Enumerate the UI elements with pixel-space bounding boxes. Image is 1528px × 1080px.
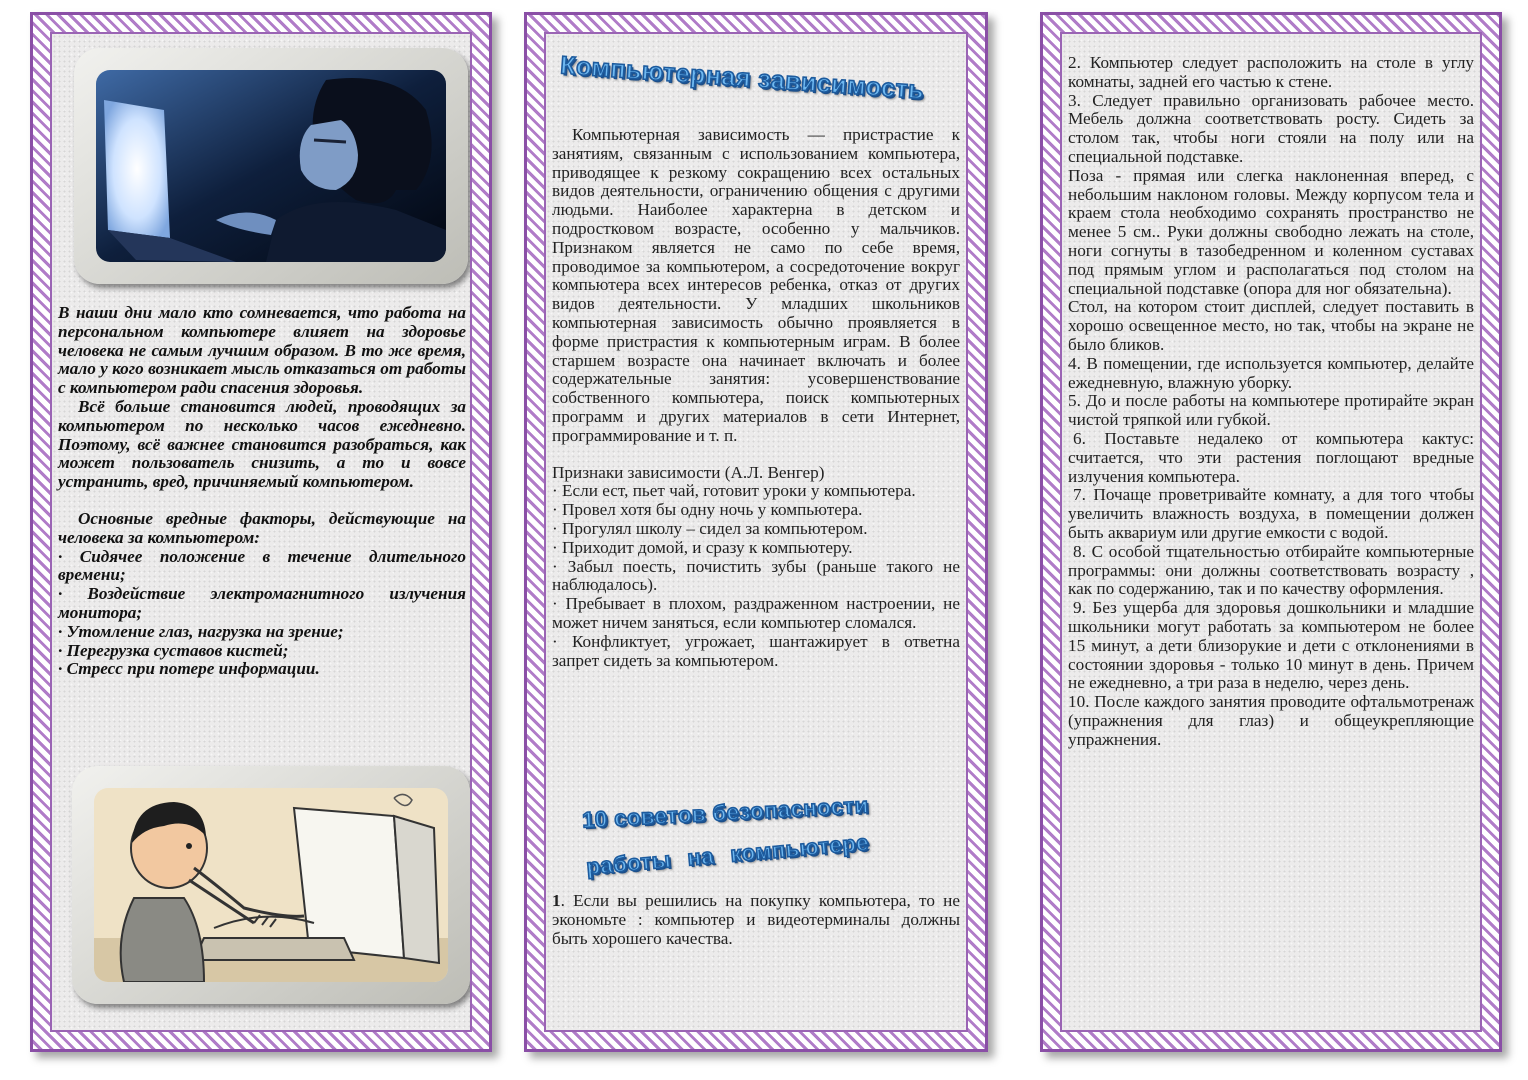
- tip-item: 6. Поставьте недалеко от компьютера кактус: считается, что эти растения поглощают вредные излучения компьютера.: [1068, 428, 1474, 486]
- dependency-title: Компьютерная зависимость: [559, 51, 926, 105]
- dependency-definition: Компьютерная зависимость — пристрастие к занятиям, связанным с использованием компьютера, приводящее к резкому сокращению всех остальных видов деятельности, ограничению общения с другими людьми. Наиболее характерна в детском и подростковом возрасте, особенно у мальчиков. Признаком является не само по себе время, проводимое за компьютером, а сосредоточение вокруг компьютера всех интересов ребенка, отказ от других видов деятельности. У младших школьников компьютерная зависимость обычно проявляется в форме пристрастия к компьютерным играм. В более старшем возрасте она начинает включать и более содержательные занятия: усовершенствование собственного компьютера, поиск компьютерных программ и других материалов в сети Интернет, программирование и т. п.: [552, 125, 960, 445]
- intro-paragraph-2: Всё больше становится людей, проводящих за компьютером по несколько часов ежедневно. Поэтому, всё важнее становится разобраться, как может пользователь снизить, а то и вовсе устранить, вред, причиняемый компьютером.: [58, 396, 466, 492]
- tip-item: Поза - прямая или слегка наклоненная вперед, с небольшим наклоном головы. Между корпусом тела и краем стола необходимо сохранять пространство не менее 5 см.. Руки должны свободно лежать на столе, ноги согнуты в тазобедренном и коленном суставах под прямым углом и располагаться под столом на специальной подставке (опора для ног обязательна).: [1068, 165, 1474, 298]
- teen-at-laptop-photo: [96, 70, 446, 262]
- factor-item: · Утомление глаз, нагрузка на зрение;: [58, 621, 344, 641]
- cartoon-boy-illustration: [94, 788, 448, 982]
- tips-title-line-2: работы на компьютере: [585, 829, 870, 880]
- sign-item: · Забыл поесть, почистить зубы (раньше такого не наблюдалось).: [552, 556, 960, 595]
- factor-item: · Сидячее положение в течение длительного времени;: [58, 546, 466, 585]
- photo-frame-teen-at-laptop: [74, 48, 468, 284]
- sign-item: · Пребывает в плохом, раздраженном настроении, не может ничем заняться, если компьютер сломался.: [552, 594, 960, 632]
- cartoon-boy-at-computer: [94, 788, 448, 982]
- tips-list: [1068, 54, 1474, 749]
- sign-item: · Приходит домой, и сразу к компьютеру.: [552, 537, 853, 557]
- tip-1-text: . Если вы решились на покупку компьютера, то не экономьте : компьютер и видеотерминалы должны быть хорошего качества.: [552, 891, 960, 948]
- tip-item: 2. Компьютер следует расположить на столе в углу комнаты, задней его частью к стене.: [1068, 53, 1474, 91]
- photo-frame-cartoon-boy: [72, 766, 470, 1004]
- signs-title: Признаки зависимости (А.Л. Венгер): [552, 462, 825, 482]
- tips-title-line-1: 10 советов безопасности: [581, 792, 870, 833]
- left-panel-content: [50, 32, 472, 1032]
- dependency-text: [552, 126, 960, 670]
- sign-item: · Прогулял школу – сидел за компьютером.: [552, 518, 868, 538]
- intro-text: [58, 304, 466, 679]
- right-panel: [1040, 12, 1502, 1052]
- intro-paragraph-1: В наши дни мало кто сомневается, что работа на персональном компьютере влияет на здоровье человека не самым лучшим образом. В то же время, мало у кого возникает мысль отказаться от работы с компьютером ради спасения здоровья.: [58, 303, 466, 398]
- tip-item: Стол, на котором стоит дисплей, следует поставить в хорошо освещенное место, но так, чтобы на экране не было бликов.: [1068, 297, 1474, 354]
- tip-item: 3. Следует правильно организовать рабочее место. Мебель должна соответствовать росту. Сидеть за столом так, чтобы ноги стояли на полу или на специальной подставке.: [1068, 90, 1474, 166]
- sign-item: · Если ест, пьет чай, готовит уроки у компьютера.: [552, 481, 916, 501]
- factor-item: · Стресс при потере информации.: [58, 659, 320, 679]
- left-panel: [30, 12, 492, 1052]
- tip-item: 8. С особой тщательностью отбирайте компьютерные программы: они должны соответствовать возрасту , как по содержанию, так и по качеству оформления.: [1068, 541, 1474, 599]
- sign-item: · Конфликтует, угрожает, шантажирует в ответна запрет сидеть за компьютером.: [552, 631, 960, 670]
- tip-1: [552, 892, 960, 948]
- tip-item: 4. В помещении, где используется компьютер, делайте ежедневную, влажную уборку.: [1068, 353, 1474, 392]
- factors-title: Основные вредные факторы, действующие на человека за компьютером:: [58, 508, 466, 547]
- tip-item: 9. Без ущерба для здоровья дошкольники и младшие школьники могут работать за компьютером не более 15 минут, а дети близорукие и дети с отклонениями в состоянии здоровья - только 10 минут в день. Причем не ежедневно, а три раза в неделю, через день.: [1068, 598, 1474, 693]
- tip-item: 10. После каждого занятия проводите офтальмотренаж (упражнения для глаз) и общеукрепляющие упражнения.: [1068, 692, 1474, 749]
- right-panel-content: [1060, 32, 1482, 1032]
- factor-item: · Перегрузка суставов кистей;: [58, 640, 289, 660]
- middle-panel: [524, 12, 988, 1052]
- tip-1-number: 1: [552, 891, 561, 910]
- tip-item: 5. До и после работы на компьютере протирайте экран чистой тряпкой или губкой.: [1068, 391, 1474, 430]
- factor-item: · Воздействие электромагнитного излучения монитора;: [58, 584, 466, 622]
- tip-item: 7. Почаще проветривайте комнату, а для того чтобы увеличить влажность воздуха, в помещении должен быть аквариум или другие емкости с водой.: [1068, 485, 1474, 542]
- middle-panel-content: [544, 32, 968, 1032]
- teen-at-laptop-illustration: [96, 70, 446, 262]
- sign-item: · Провел хотя бы одну ночь у компьютера.: [552, 500, 863, 520]
